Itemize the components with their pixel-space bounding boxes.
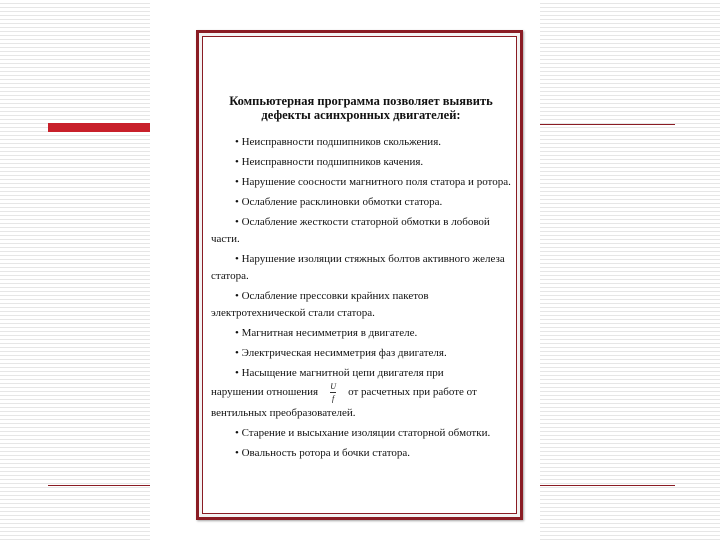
defect-item-formula — [211, 365, 511, 422]
defect-item: • Магнитная несимметрия в двигателе. — [235, 327, 418, 339]
divider-top-right — [540, 124, 675, 125]
defect-item: • Нарушение соосности магнитного поля статора и ротора. — [235, 176, 511, 188]
u-over-f-fraction — [330, 382, 336, 403]
defect-list — [211, 134, 511, 462]
defect-item: • Неисправности подшипников скольжения. — [235, 136, 442, 148]
defect-item: • Электрическая несимметрия фаз двигателя. — [235, 347, 447, 359]
formula-line-3: вентильных преобразователей. — [211, 407, 356, 419]
defect-item: • Ослабление прессовки крайних пакетов электротехнической стали статора. — [211, 290, 429, 319]
striped-background-right — [540, 0, 720, 540]
defect-item: • Овальность ротора и бочки статора. — [235, 447, 411, 459]
formula-text-after: от расчетных при работе от — [348, 386, 477, 398]
divider-bottom-left — [48, 485, 150, 486]
document-frame — [196, 30, 523, 520]
document-page — [202, 36, 517, 514]
fraction-denominator: f — [332, 394, 335, 403]
accent-red-bar — [48, 123, 150, 132]
defect-item: • Ослабление жесткости статорной обмотки в лобовой части. — [211, 216, 490, 245]
defect-item: • Нарушение изоляции стяжных болтов активного железа статора. — [211, 253, 505, 282]
formula-text-before: нарушении отношения — [211, 386, 319, 398]
formula-line-1: • Насыщение магнитной цепи двигателя при — [235, 367, 444, 379]
defect-item: • Ослабление расклиновки обмотки статора. — [235, 196, 443, 208]
defect-item: • Неисправности подшипников качения. — [235, 156, 424, 168]
document-title: Компьютерная программа позволяет выявить дефекты асинхронных двигателей: — [229, 94, 493, 122]
fraction-numerator: U — [330, 382, 337, 391]
defect-item: • Старение и высыхание изоляции статорной обмотки. — [235, 427, 491, 439]
divider-bottom-right — [540, 485, 675, 486]
formula-line-2 — [211, 382, 511, 403]
fraction-bar — [330, 392, 336, 393]
striped-background-left — [0, 0, 150, 540]
document-content — [211, 94, 511, 465]
